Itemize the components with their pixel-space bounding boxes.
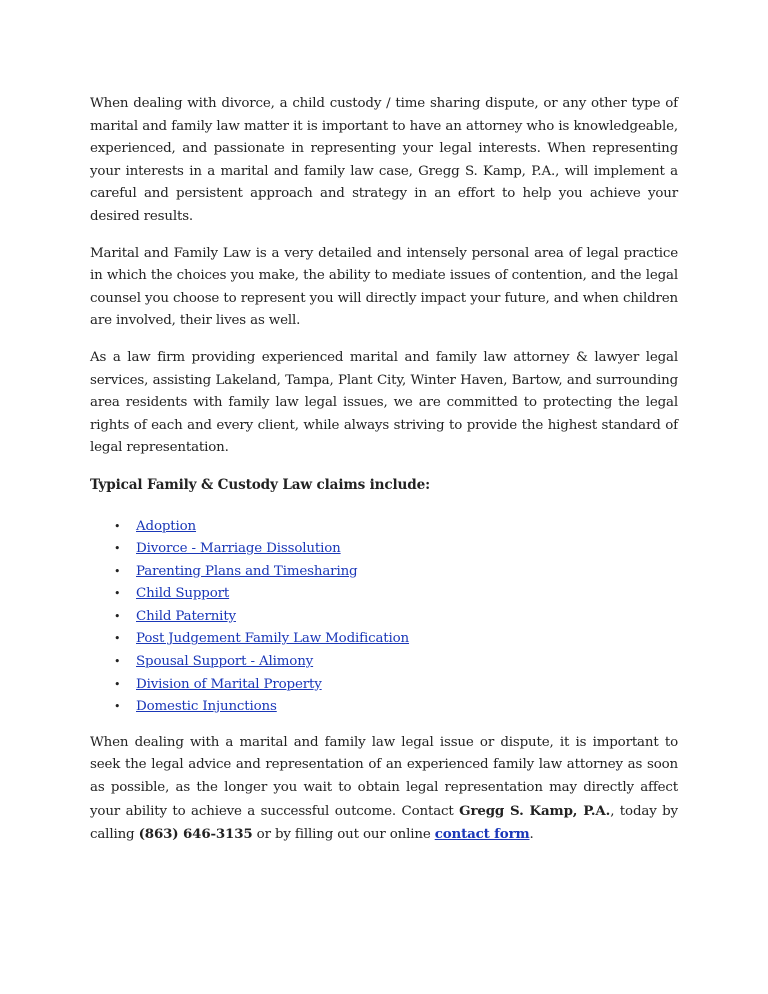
bullet-icon: •	[114, 564, 121, 578]
list-item	[90, 628, 678, 651]
list-item	[90, 606, 678, 629]
intro-paragraph: When dealing with divorce, a child custody / time sharing dispute, or any other type of marital and family law matter it is important to have an attorney who is knowledgeable, experienced, and passionate in representing your legal interests. When representing your interests in a marital and family law case, Gregg S. Kamp, P.A., will implement a careful and persistent approach and strategy in an effort to help you achieve your desired results.	[90, 96, 678, 224]
list-item	[90, 561, 678, 584]
bullet-icon: •	[114, 587, 121, 601]
list-item	[90, 651, 678, 674]
closing-text-intro: When dealing with a marital and family law legal issue or dispute, it is important to seek the legal advice and representation of an experienced family law attorney as soon as possible, as the longer you wait to obtain legal representation may directly affect your ability to achieve a successful outcome. Contact	[90, 734, 678, 819]
claims-heading: Typical Family & Custody Law claims include:	[90, 476, 431, 493]
list-item	[90, 583, 678, 606]
bullet-icon: •	[114, 655, 121, 669]
firm-name: Gregg S. Kamp, P.A.	[459, 802, 611, 819]
claim-link-marital-property[interactable]: Division of Marital Property	[136, 676, 322, 692]
claim-link-adoption[interactable]: Adoption	[136, 518, 197, 534]
phone-number: (863) 646-3135	[138, 826, 253, 843]
list-item	[90, 696, 678, 719]
bullet-icon: •	[114, 542, 121, 556]
closing-period: .	[529, 827, 534, 843]
bullet-icon: •	[114, 519, 121, 533]
claims-list	[90, 516, 678, 719]
claim-link-spousal-support[interactable]: Spousal Support - Alimony	[136, 654, 314, 670]
bullet-icon: •	[114, 677, 121, 691]
practice-area-paragraph: Marital and Family Law is a very detailed and intensely personal area of legal practice in which the choices you make, the ability to mediate issues of contention, and the legal counsel you choose to represent you will directly impact your future, and when children are involved, their lives as well.	[90, 245, 678, 329]
bullet-icon: •	[114, 609, 121, 623]
document-page	[90, 93, 678, 861]
bullet-icon: •	[114, 632, 121, 646]
claim-link-parenting-plans[interactable]: Parenting Plans and Timesharing	[136, 563, 358, 579]
closing-text-calling: , today by calling	[90, 803, 678, 843]
contact-form-link[interactable]: contact form	[434, 826, 530, 843]
list-item	[90, 516, 678, 539]
claim-link-divorce[interactable]: Divorce - Marriage Dissolution	[136, 541, 341, 557]
list-item	[90, 538, 678, 561]
closing-text-online: or by filling out our online	[252, 827, 435, 843]
closing-paragraph	[90, 732, 678, 847]
claim-link-post-judgement[interactable]: Post Judgement Family Law Modification	[136, 631, 410, 647]
firm-services-paragraph: As a law firm providing experienced marital and family law attorney & lawyer legal services, assisting Lakeland, Tampa, Plant City, Winter Haven, Bartow, and surrounding area residents with family law legal issues, we are committed to protecting the legal rights of each and every client, while always striving to provide the highest standard of legal representation.	[90, 349, 678, 456]
claim-link-domestic-injunctions[interactable]: Domestic Injunctions	[136, 699, 277, 715]
claim-link-child-support[interactable]: Child Support	[136, 586, 230, 602]
claim-link-child-paternity[interactable]: Child Paternity	[136, 608, 236, 624]
list-item	[90, 674, 678, 697]
bullet-icon: •	[114, 700, 121, 714]
